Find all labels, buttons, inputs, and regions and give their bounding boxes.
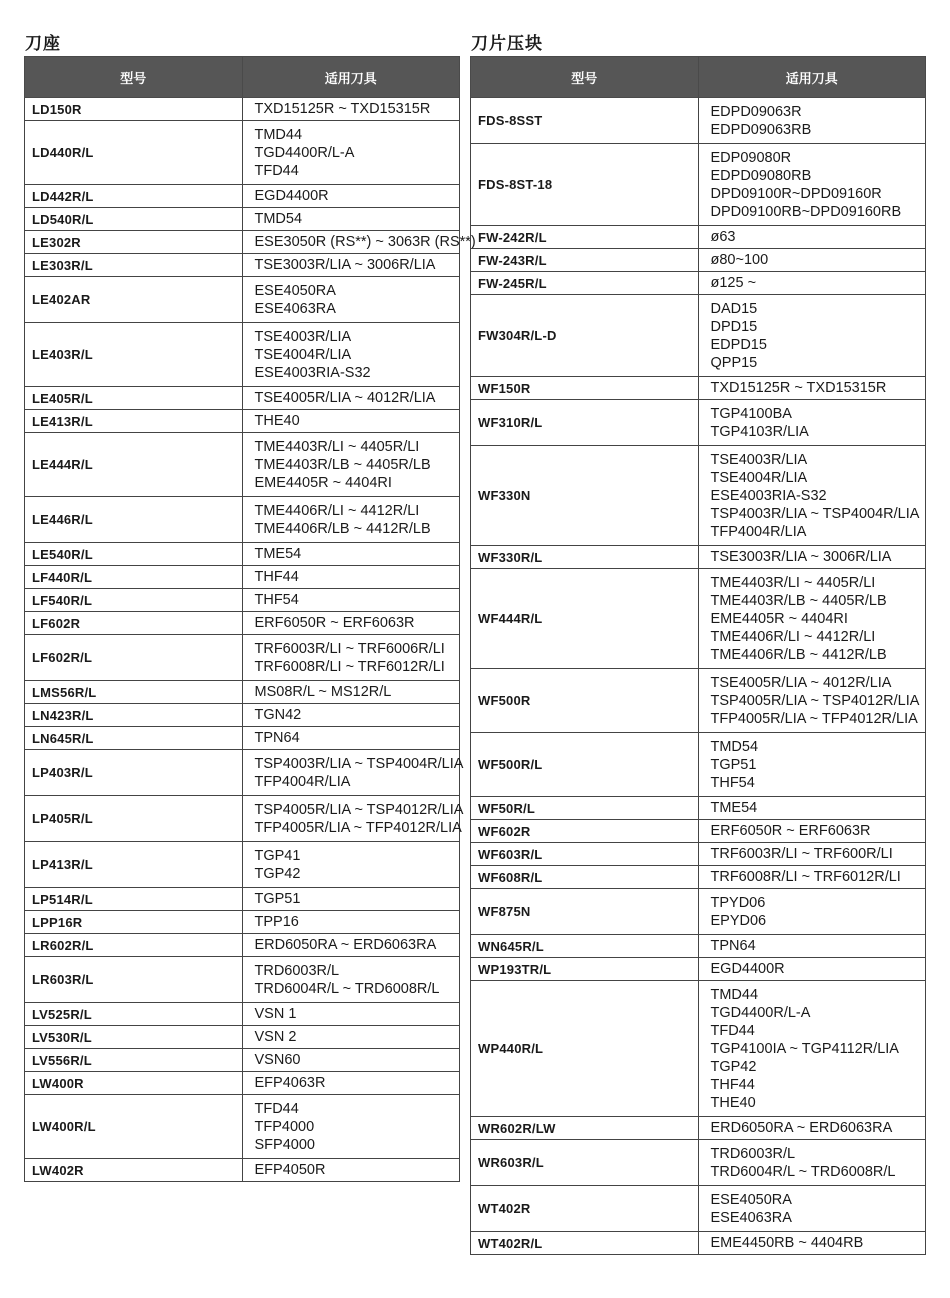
tool-line: TSE4004R/LIA	[710, 469, 808, 486]
tools-cell	[242, 277, 460, 323]
table-row	[25, 1049, 460, 1072]
tool-line: ERD6050RA ~ ERD6063RA	[254, 937, 437, 953]
table-row	[25, 231, 460, 254]
model-cell: WN645R/L	[471, 935, 699, 958]
tools-cell	[698, 935, 926, 958]
tools-cell	[698, 843, 926, 866]
tools-cell	[242, 635, 460, 681]
tools-cell	[698, 733, 926, 797]
table-row	[471, 272, 926, 295]
tool-line: ø80~100	[710, 252, 769, 268]
tools-cell	[242, 323, 460, 387]
model-cell: LE405R/L	[25, 387, 243, 410]
table-header-row	[471, 57, 926, 98]
model-cell: LE303R/L	[25, 254, 243, 277]
tools-cell	[698, 669, 926, 733]
model-cell: FW-243R/L	[471, 249, 699, 272]
model-cell: LN423R/L	[25, 704, 243, 727]
tool-line: THF54	[710, 774, 755, 791]
tool-line: TFP4004R/LIA	[710, 523, 807, 540]
tool-line: TXD15125R ~ TXD15315R	[254, 101, 431, 117]
tool-line: TME4403R/LB ~ 4405R/LB	[710, 592, 887, 609]
model-cell: FW-245R/L	[471, 272, 699, 295]
tool-line: TGP51	[710, 756, 757, 773]
tool-line: TSE3003R/LIA ~ 3006R/LIA	[710, 549, 892, 565]
tool-line: SFP4000	[254, 1136, 315, 1153]
column-header-model: 型号	[471, 57, 699, 98]
model-cell: LE446R/L	[25, 497, 243, 543]
table-row	[25, 796, 460, 842]
tools-cell	[698, 144, 926, 226]
tool-line: EME4450RB ~ 4404RB	[710, 1235, 864, 1251]
table-row	[25, 1159, 460, 1182]
tool-line: TPP16	[254, 914, 299, 930]
tool-line: TMD54	[254, 211, 303, 227]
tools-cell	[242, 121, 460, 185]
tool-line: TFP4005R/LIA ~ TFP4012R/LIA	[254, 819, 462, 836]
tools-cell	[698, 797, 926, 820]
tool-line: ERF6050R ~ ERF6063R	[710, 823, 871, 839]
model-cell: LE413R/L	[25, 410, 243, 433]
table-row	[25, 98, 460, 121]
table-row	[471, 1140, 926, 1186]
tool-line: ERF6050R ~ ERF6063R	[254, 615, 415, 631]
table-row	[25, 543, 460, 566]
model-cell: WF875N	[471, 889, 699, 935]
tools-cell	[698, 400, 926, 446]
table-row	[25, 704, 460, 727]
tools-cell	[242, 1095, 460, 1159]
model-cell: LF540R/L	[25, 589, 243, 612]
table-row	[25, 842, 460, 888]
tool-line: THF44	[710, 1076, 755, 1093]
table-row	[471, 295, 926, 377]
table-row	[25, 185, 460, 208]
column-header-model: 型号	[25, 57, 243, 98]
tools-cell	[698, 546, 926, 569]
section-title: 刀座	[25, 34, 61, 54]
tool-line: VSN 1	[254, 1006, 297, 1022]
model-cell: WF500R	[471, 669, 699, 733]
tool-line: TRD6004R/L ~ TRD6008R/L	[710, 1163, 896, 1180]
table-row	[25, 589, 460, 612]
tool-line: TGP4103R/LIA	[710, 423, 809, 440]
model-cell: WT402R/L	[471, 1232, 699, 1255]
tools-cell	[698, 272, 926, 295]
tool-line: ESE4050RA	[254, 282, 336, 299]
tools-cell	[242, 681, 460, 704]
model-cell: LR603R/L	[25, 957, 243, 1003]
tool-line: TXD15125R ~ TXD15315R	[710, 380, 887, 396]
tools-cell	[242, 842, 460, 888]
tool-line: TGD4400R/L-A	[254, 144, 355, 161]
tool-line: EFP4050R	[254, 1162, 326, 1178]
tool-line: VSN 2	[254, 1029, 297, 1045]
column-header-tools: 适用刀具	[698, 57, 926, 98]
tool-line: ø125 ~	[710, 275, 757, 291]
table-row	[25, 323, 460, 387]
tool-line: ERD6050RA ~ ERD6063RA	[710, 1120, 893, 1136]
model-cell: LE540R/L	[25, 543, 243, 566]
tool-line: TFD44	[254, 162, 299, 179]
table-header-row	[25, 57, 460, 98]
tool-line: EPYD06	[710, 912, 767, 929]
tool-line: TGP41	[254, 847, 301, 864]
tools-cell	[698, 889, 926, 935]
model-cell: FW-242R/L	[471, 226, 699, 249]
model-cell: WR603R/L	[471, 1140, 699, 1186]
table-row	[25, 121, 460, 185]
table-row	[471, 144, 926, 226]
tool-line: TME4406R/LI ~ 4412R/LI	[710, 628, 876, 645]
tool-line: EDP09080R	[710, 149, 792, 166]
tools-cell	[698, 958, 926, 981]
tool-line: DPD15	[710, 318, 758, 335]
tool-line: TGN42	[254, 707, 302, 723]
tool-line: DAD15	[710, 300, 758, 317]
tool-line: TME4403R/LI ~ 4405R/LI	[254, 438, 420, 455]
tool-line: ESE4050RA	[710, 1191, 792, 1208]
tool-line: EGD4400R	[254, 188, 329, 204]
model-cell: WF150R	[471, 377, 699, 400]
tools-cell	[698, 1117, 926, 1140]
tools-cell	[242, 750, 464, 796]
model-cell: LV525R/L	[25, 1003, 243, 1026]
table-row	[25, 727, 460, 750]
model-cell: WF602R	[471, 820, 699, 843]
model-cell: LF602R	[25, 612, 243, 635]
table-row	[471, 446, 926, 546]
tool-line: EME4405R ~ 4404RI	[710, 610, 848, 627]
tools-cell	[698, 820, 926, 843]
model-cell: WF330N	[471, 446, 699, 546]
tools-cell	[242, 1003, 460, 1026]
model-cell: WT402R	[471, 1186, 699, 1232]
tool-line: EDPD09063RB	[710, 121, 812, 138]
model-cell: LMS56R/L	[25, 681, 243, 704]
model-cell: WF500R/L	[471, 733, 699, 797]
right-section	[470, 33, 926, 1255]
table-row	[471, 546, 926, 569]
model-cell: LD442R/L	[25, 185, 243, 208]
tool-line: TMD44	[710, 986, 759, 1003]
table-row	[25, 934, 460, 957]
table-row	[471, 935, 926, 958]
table-row	[471, 820, 926, 843]
tool-line: TRF6003R/LI ~ TRF6006R/LI	[254, 640, 445, 657]
section-title: 刀片压块	[471, 34, 543, 54]
tool-line: TSP4003R/LIA ~ TSP4004R/LIA	[710, 505, 920, 522]
tool-line: TSE3003R/LIA ~ 3006R/LIA	[254, 257, 436, 273]
model-cell: LV530R/L	[25, 1026, 243, 1049]
tools-cell	[242, 208, 460, 231]
table-row	[25, 957, 460, 1003]
table-body	[471, 98, 926, 1255]
tool-line: ESE3050R (RS**) ~ 3063R (RS**)	[254, 234, 476, 250]
tools-cell	[242, 911, 460, 934]
table-row	[25, 433, 460, 497]
model-cell: WF444R/L	[471, 569, 699, 669]
tool-line: TPN64	[254, 730, 300, 746]
tool-line: TGP51	[254, 891, 301, 907]
tools-cell	[242, 497, 460, 543]
model-cell: FW304R/L-D	[471, 295, 699, 377]
tool-line: TSP4003R/LIA ~ TSP4004R/LIA	[254, 755, 464, 772]
tool-line: QPP15	[710, 354, 758, 371]
tools-cell	[698, 569, 926, 669]
tool-line: EME4405R ~ 4404RI	[254, 474, 392, 491]
tool-line: TSE4005R/LIA ~ 4012R/LIA	[710, 674, 892, 691]
tool-line: TRD6003R/L	[710, 1145, 796, 1162]
table-row	[471, 733, 926, 797]
tools-cell	[698, 226, 926, 249]
tool-line: TPN64	[710, 938, 756, 954]
tools-cell	[242, 231, 476, 254]
tools-cell	[242, 254, 460, 277]
tool-line: TRF6008R/LI ~ TRF6012R/LI	[710, 869, 901, 885]
tool-line: ø63	[710, 229, 736, 245]
tools-cell	[698, 866, 926, 889]
table-row	[25, 681, 460, 704]
model-cell: LD150R	[25, 98, 243, 121]
model-cell: LE444R/L	[25, 433, 243, 497]
tools-cell	[242, 796, 464, 842]
table-row	[25, 566, 460, 589]
table-row	[25, 750, 460, 796]
tool-line: TSP4005R/LIA ~ TSP4012R/LIA	[710, 692, 920, 709]
model-cell: WP440R/L	[471, 981, 699, 1117]
model-cell: LP405R/L	[25, 796, 243, 842]
tool-line: EDPD09080RB	[710, 167, 812, 184]
table-row	[471, 1117, 926, 1140]
tools-cell	[242, 727, 460, 750]
tools-cell	[698, 1140, 926, 1186]
model-cell: LD440R/L	[25, 121, 243, 185]
model-cell: LP514R/L	[25, 888, 243, 911]
model-cell: LR602R/L	[25, 934, 243, 957]
tool-line: TFP4000	[254, 1118, 315, 1135]
table-row	[25, 1095, 460, 1159]
table-row	[25, 1003, 460, 1026]
tool-line: TSE4003R/LIA	[254, 328, 352, 345]
tools-cell	[242, 957, 460, 1003]
tools-cell	[242, 934, 460, 957]
tools-cell	[698, 249, 926, 272]
tools-cell	[242, 98, 460, 121]
tool-line: TFP4004R/LIA	[254, 773, 351, 790]
model-cell: FDS-8SST	[471, 98, 699, 144]
tool-line: THF54	[254, 592, 299, 608]
tool-line: TFD44	[254, 1100, 299, 1117]
tool-line: TFP4005R/LIA ~ TFP4012R/LIA	[710, 710, 918, 727]
table-row	[25, 254, 460, 277]
tool-line: TRF6008R/LI ~ TRF6012R/LI	[254, 658, 445, 675]
tools-cell	[242, 1072, 460, 1095]
tool-line: DPD09100R~DPD09160R	[710, 185, 882, 202]
model-cell: LD540R/L	[25, 208, 243, 231]
table-row	[25, 1072, 460, 1095]
model-cell: LF440R/L	[25, 566, 243, 589]
table-row	[471, 377, 926, 400]
table-row	[471, 889, 926, 935]
model-cell: LW400R	[25, 1072, 243, 1095]
table-row	[25, 1026, 460, 1049]
model-cell: WF330R/L	[471, 546, 699, 569]
table-row	[25, 635, 460, 681]
table-row	[25, 612, 460, 635]
table-row	[471, 843, 926, 866]
tool-line: TSE4005R/LIA ~ 4012R/LIA	[254, 390, 436, 406]
tools-cell	[698, 295, 926, 377]
tools-cell	[698, 377, 926, 400]
tool-line: TSP4005R/LIA ~ TSP4012R/LIA	[254, 801, 464, 818]
table-row	[471, 400, 926, 446]
tool-line: TME54	[254, 546, 302, 562]
tool-line: TGD4400R/L-A	[710, 1004, 811, 1021]
tools-cell	[698, 1186, 926, 1232]
tool-line: EDPD09063R	[710, 103, 802, 120]
model-cell: WF603R/L	[471, 843, 699, 866]
tools-cell	[242, 704, 460, 727]
model-cell: LP413R/L	[25, 842, 243, 888]
clamp-table	[470, 56, 926, 1255]
table-row	[471, 1186, 926, 1232]
tools-cell	[242, 410, 460, 433]
tools-cell	[242, 433, 460, 497]
model-cell: LPP16R	[25, 911, 243, 934]
tools-cell	[242, 566, 460, 589]
tools-cell	[242, 612, 460, 635]
model-cell: LP403R/L	[25, 750, 243, 796]
tool-line: TGP4100BA	[710, 405, 792, 422]
table-row	[471, 958, 926, 981]
tools-cell	[242, 589, 460, 612]
tool-line: TME4403R/LI ~ 4405R/LI	[710, 574, 876, 591]
tool-line: THF44	[254, 569, 299, 585]
table-row	[25, 497, 460, 543]
tool-line: EGD4400R	[710, 961, 785, 977]
toolholder-table	[24, 56, 476, 1182]
tools-cell	[698, 981, 926, 1117]
model-cell: WF310R/L	[471, 400, 699, 446]
model-cell: WR602R/LW	[471, 1117, 699, 1140]
tool-line: TFD44	[710, 1022, 755, 1039]
table-row	[471, 249, 926, 272]
model-cell: LE403R/L	[25, 323, 243, 387]
tool-line: ESE4063RA	[254, 300, 336, 317]
tools-cell	[242, 543, 460, 566]
tool-line: TRD6004R/L ~ TRD6008R/L	[254, 980, 440, 997]
tools-cell	[242, 1049, 460, 1072]
table-row	[471, 797, 926, 820]
table-body	[25, 98, 476, 1182]
tool-line: TRD6003R/L	[254, 962, 340, 979]
table-row	[25, 410, 460, 433]
tools-cell	[698, 446, 926, 546]
tool-line: TME4406R/LB ~ 4412R/LB	[710, 646, 887, 663]
tool-line: THE40	[710, 1094, 756, 1111]
tools-cell	[242, 888, 460, 911]
tool-line: TSE4004R/LIA	[254, 346, 352, 363]
tools-cell	[242, 1026, 460, 1049]
table-row	[25, 911, 460, 934]
tool-line: EDPD15	[710, 336, 767, 353]
model-cell: FDS-8ST-18	[471, 144, 699, 226]
model-cell: LW402R	[25, 1159, 243, 1182]
tools-cell	[242, 1159, 460, 1182]
model-cell: LV556R/L	[25, 1049, 243, 1072]
table-row	[471, 981, 926, 1117]
table-row	[471, 669, 926, 733]
table-row	[471, 866, 926, 889]
tool-line: ESE4003RIA-S32	[710, 487, 827, 504]
tool-line: MS08R/L ~ MS12R/L	[254, 684, 392, 700]
tool-line: TSE4003R/LIA	[710, 451, 808, 468]
tools-cell	[698, 98, 926, 144]
tool-line: ESE4063RA	[710, 1209, 792, 1226]
tool-line: DPD09100RB~DPD09160RB	[710, 203, 902, 220]
table-row	[471, 98, 926, 144]
model-cell: WP193TR/L	[471, 958, 699, 981]
column-header-tools: 适用刀具	[242, 57, 460, 98]
tool-line: TGP42	[254, 865, 301, 882]
tool-line: THE40	[254, 413, 300, 429]
tool-line: TME4406R/LI ~ 4412R/LI	[254, 502, 420, 519]
tool-line: TGP42	[710, 1058, 757, 1075]
tool-line: TME4406R/LB ~ 4412R/LB	[254, 520, 431, 537]
tool-line: TMD44	[254, 126, 303, 143]
model-cell: WF50R/L	[471, 797, 699, 820]
tools-cell	[242, 185, 460, 208]
model-cell: LF602R/L	[25, 635, 243, 681]
model-cell: LE302R	[25, 231, 243, 254]
table-row	[471, 226, 926, 249]
table-row	[25, 208, 460, 231]
tool-line: TMD54	[710, 738, 759, 755]
left-section	[24, 33, 476, 1182]
model-cell: WF608R/L	[471, 866, 699, 889]
tool-line: EFP4063R	[254, 1075, 326, 1091]
table-row	[471, 569, 926, 669]
table-row	[471, 1232, 926, 1255]
model-cell: LN645R/L	[25, 727, 243, 750]
table-row	[25, 387, 460, 410]
tool-line: ESE4003RIA-S32	[254, 364, 371, 381]
tool-line: VSN60	[254, 1052, 301, 1068]
table-row	[25, 277, 460, 323]
model-cell: LW400R/L	[25, 1095, 243, 1159]
model-cell: LE402AR	[25, 277, 243, 323]
tool-line: TPYD06	[710, 894, 766, 911]
tools-cell	[698, 1232, 926, 1255]
tool-line: TGP4100IA ~ TGP4112R/LIA	[710, 1040, 899, 1057]
table-row	[25, 888, 460, 911]
tool-line: TRF6003R/LI ~ TRF600R/LI	[710, 846, 893, 862]
tool-line: TME54	[710, 800, 758, 816]
tool-line: TME4403R/LB ~ 4405R/LB	[254, 456, 431, 473]
tools-cell	[242, 387, 460, 410]
